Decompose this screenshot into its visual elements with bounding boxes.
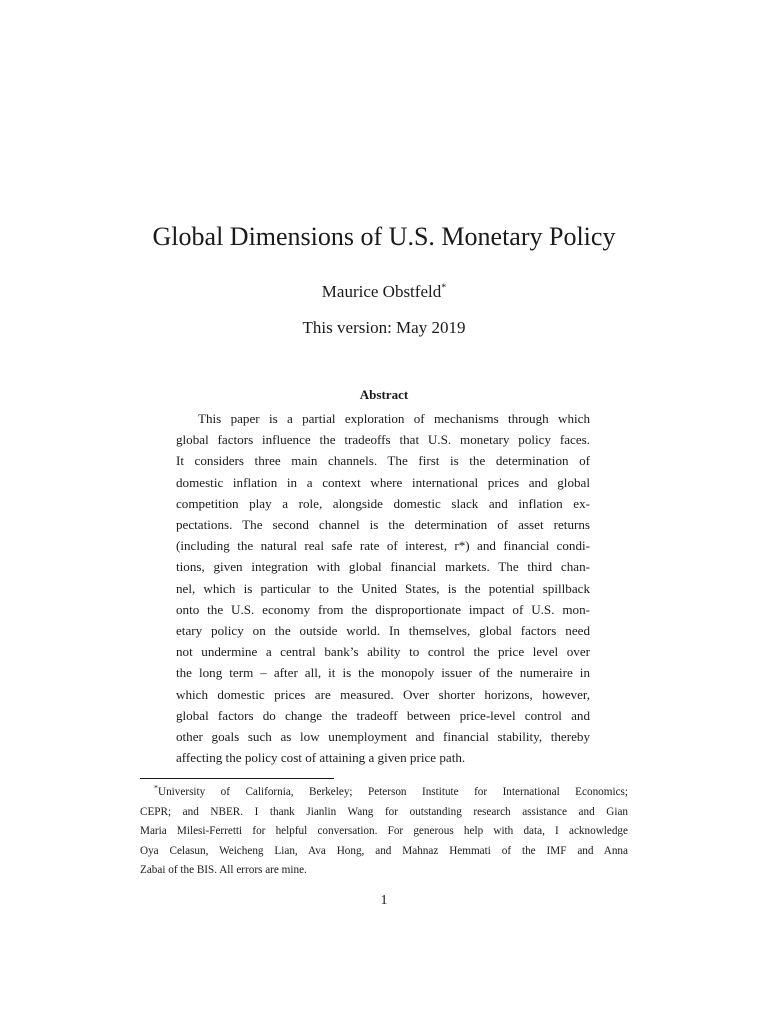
footnote-marker: * <box>154 783 158 793</box>
abstract-line: global factors influence the tradeoffs that U.S. monetary policy faces. <box>176 432 590 448</box>
footnote-text: University of California, Berkeley; Peterson Institute for International Economics; <box>158 786 628 798</box>
paper-title: Global Dimensions of U.S. Monetary Policy <box>152 222 616 251</box>
footnote-line: Oya Celasun, Weicheng Lian, Ava Hong, and Mahnaz Hemmati of the IMF and Anna <box>140 844 628 857</box>
abstract-line: affecting the policy cost of attaining a given price path. <box>176 750 466 766</box>
abstract-line: domestic inflation in a context where international prices and global <box>176 474 590 490</box>
abstract-line: This paper is a partial exploration of mechanisms through which <box>198 411 590 426</box>
abstract-line: It considers three main channels. The first is the determination of <box>176 453 590 469</box>
page-number: 1 <box>380 893 388 908</box>
footnote-line: CEPR; and NBER. I thank Jianlin Wang for outstanding research assistance and Gian <box>140 805 628 818</box>
footnote <box>140 783 628 881</box>
abstract-body <box>176 408 590 768</box>
footnote-rule <box>140 778 334 779</box>
abstract-line: global factors do change the tradeoff between price-level control and <box>176 707 590 723</box>
abstract-line: tions, given integration with global financial markets. The third chan- <box>176 559 590 575</box>
author-line <box>0 282 768 302</box>
abstract-line: other goals such as low unemployment and financial stability, thereby <box>176 729 590 745</box>
author-name: Maurice Obstfeld <box>321 282 442 301</box>
footnote-line: Maria Milesi-Ferretti for helpful conversation. For generous help with data, I acknowledge <box>140 825 628 838</box>
footnote-line <box>140 783 628 803</box>
abstract-line: the long term – after all, it is the monopoly issuer of the numeraire in <box>176 665 590 681</box>
abstract-line: which domestic prices are measured. Over shorter horizons, however, <box>176 686 590 702</box>
abstract-line: competition play a role, alongside domestic slack and inflation ex- <box>176 495 590 511</box>
abstract-line: etary policy on the outside world. In themselves, global factors need <box>176 623 590 639</box>
version-date: This version: May 2019 <box>302 318 466 337</box>
footnote-line: Zabai of the BIS. All errors are mine. <box>140 864 307 877</box>
abstract-line: not undermine a central bank’s ability to control the price level over <box>176 644 590 660</box>
abstract-line: (including the natural real safe rate of interest, r*) and financial condi- <box>176 538 590 554</box>
abstract-line: nel, which is particular to the United States, is the potential spillback <box>176 580 590 596</box>
abstract-line: onto the U.S. economy from the disproportionate impact of U.S. mon- <box>176 601 590 617</box>
author-footnote-marker: * <box>441 282 447 294</box>
abstract-heading: Abstract <box>359 387 409 402</box>
abstract-line: pectations. The second channel is the determination of asset returns <box>176 517 590 533</box>
